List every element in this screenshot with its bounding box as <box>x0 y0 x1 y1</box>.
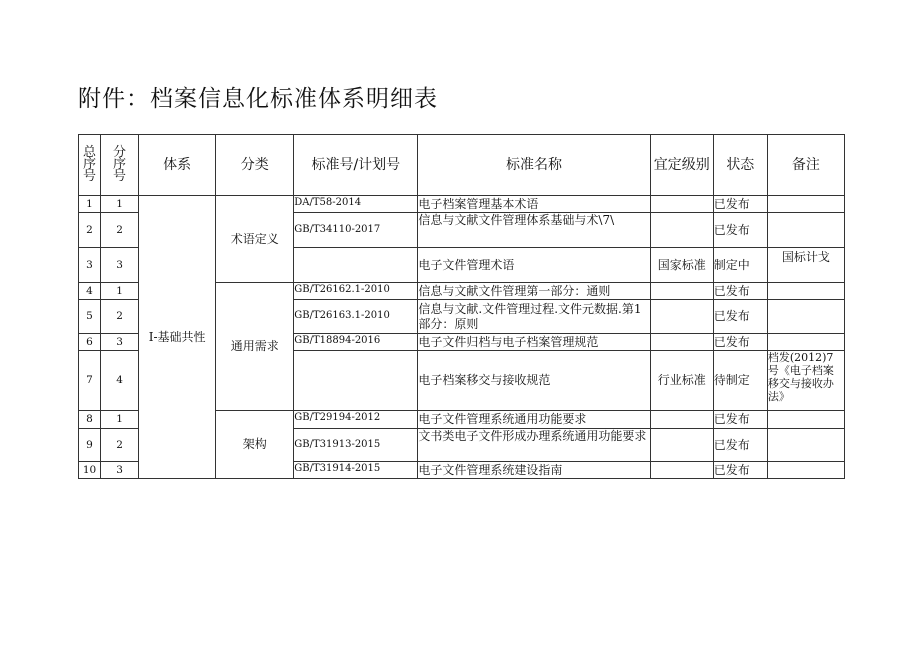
std-code <box>294 351 418 411</box>
std-code: GB/T26162.1-2010 <box>294 283 418 300</box>
std-name: 信息与文献文件管理第一部分：通则 <box>418 283 650 300</box>
sub-seq: 4 <box>101 351 139 411</box>
note-cell <box>767 411 844 429</box>
total-seq: 9 <box>79 429 101 462</box>
status-cell: 已发布 <box>713 334 767 351</box>
table-row <box>79 196 845 213</box>
header-system: 体系 <box>139 135 216 196</box>
header-note: 备注 <box>767 135 844 196</box>
status-cell: 已发布 <box>713 300 767 334</box>
std-level <box>650 411 713 429</box>
status-cell: 已发布 <box>713 411 767 429</box>
sub-seq: 1 <box>101 283 139 300</box>
std-code: GB/T31914-2015 <box>294 462 418 479</box>
status-cell: 已发布 <box>713 429 767 462</box>
note-cell: 档发(2012)7号《电子档案移交与接收办法》 <box>767 351 844 411</box>
header-std-name: 标准名称 <box>418 135 650 196</box>
total-seq: 4 <box>79 283 101 300</box>
note-cell <box>767 196 844 213</box>
std-code <box>294 248 418 283</box>
std-name: 电子文件管理系统通用功能要求 <box>418 411 650 429</box>
page-title: 附件：档案信息化标准体系明细表 <box>78 86 438 112</box>
std-name: 电子文件归档与电子档案管理规范 <box>418 334 650 351</box>
std-level <box>650 429 713 462</box>
status-cell: 已发布 <box>713 283 767 300</box>
std-level <box>650 300 713 334</box>
total-seq: 1 <box>79 196 101 213</box>
note-cell <box>767 213 844 248</box>
std-code: GB/T31913-2015 <box>294 429 418 462</box>
std-code: DA/T58-2014 <box>294 196 418 213</box>
std-name: 电子档案移交与接收规范 <box>418 351 650 411</box>
status-cell: 已发布 <box>713 462 767 479</box>
header-std-no: 标准号/计划号 <box>294 135 418 196</box>
category-cell: 通用需求 <box>216 283 294 411</box>
standards-table <box>78 134 845 479</box>
note-cell <box>767 283 844 300</box>
system-cell: I-基础共性 <box>139 196 216 479</box>
category-cell: 术语定义 <box>216 196 294 283</box>
total-seq: 8 <box>79 411 101 429</box>
note-cell <box>767 334 844 351</box>
std-level <box>650 283 713 300</box>
std-level <box>650 462 713 479</box>
std-name: 电子档案管理基本术语 <box>418 196 650 213</box>
sub-seq: 3 <box>101 334 139 351</box>
std-code: GB/T29194-2012 <box>294 411 418 429</box>
header-level: 宜定级别 <box>650 135 713 196</box>
sub-seq: 1 <box>101 411 139 429</box>
status-cell: 待制定 <box>713 351 767 411</box>
header-sub-seq: 分序号 <box>101 135 139 196</box>
std-code: GB/T26163.1-2010 <box>294 300 418 334</box>
sub-seq: 2 <box>101 429 139 462</box>
std-level <box>650 334 713 351</box>
sub-seq: 1 <box>101 196 139 213</box>
std-name: 文书类电子文件形成办理系统通用功能要求 <box>418 429 650 462</box>
sub-seq: 3 <box>101 462 139 479</box>
total-seq: 10 <box>79 462 101 479</box>
std-level <box>650 196 713 213</box>
std-code: GB/T34110-2017 <box>294 213 418 248</box>
std-name: 信息与文献.文件管理过程.文件元数据.第1部分：原则 <box>418 300 650 334</box>
status-cell: 已发布 <box>713 213 767 248</box>
header-total-seq: 总序号 <box>79 135 101 196</box>
total-seq: 2 <box>79 213 101 248</box>
total-seq: 7 <box>79 351 101 411</box>
std-level: 行业标准 <box>650 351 713 411</box>
header-status: 状态 <box>713 135 767 196</box>
note-cell <box>767 429 844 462</box>
total-seq: 5 <box>79 300 101 334</box>
header-row <box>79 135 845 196</box>
total-seq: 6 <box>79 334 101 351</box>
sub-seq: 3 <box>101 248 139 283</box>
note-cell: 国标计戈 <box>767 248 844 283</box>
sub-seq: 2 <box>101 213 139 248</box>
header-category: 分类 <box>216 135 294 196</box>
status-cell: 制定中 <box>713 248 767 283</box>
note-cell <box>767 300 844 334</box>
category-cell: 架构 <box>216 411 294 479</box>
std-name: 电子文件管理系统建设指南 <box>418 462 650 479</box>
std-name: 电子文件管理术语 <box>418 248 650 283</box>
status-cell: 已发布 <box>713 196 767 213</box>
std-level <box>650 213 713 248</box>
std-code: GB/T18894-2016 <box>294 334 418 351</box>
total-seq: 3 <box>79 248 101 283</box>
sub-seq: 2 <box>101 300 139 334</box>
std-name: 信息与文献文件管理体系基础与术\7\ <box>418 213 650 248</box>
note-cell <box>767 462 844 479</box>
std-level: 国家标准 <box>650 248 713 283</box>
